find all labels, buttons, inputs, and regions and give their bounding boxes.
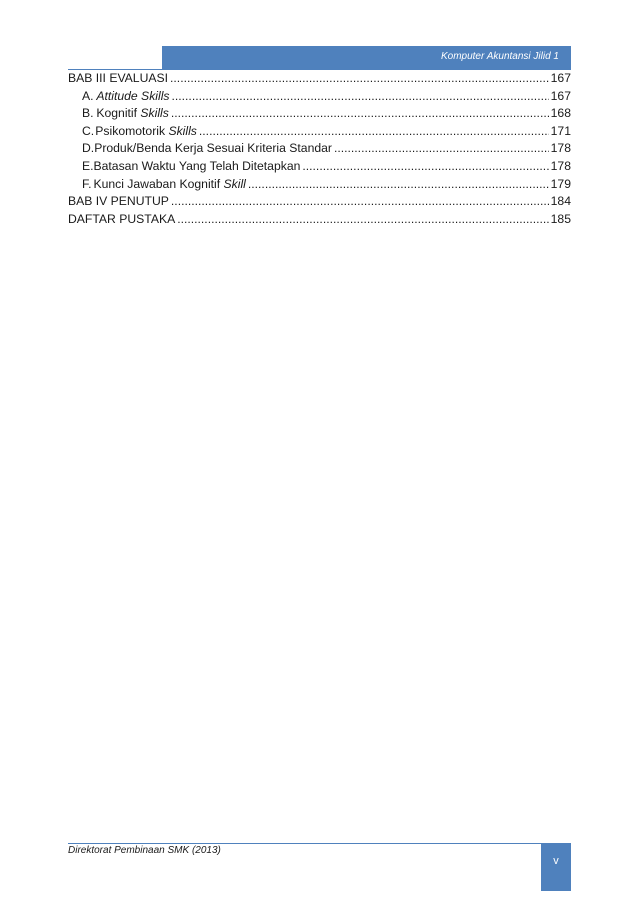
toc-leader bbox=[334, 140, 549, 158]
toc-title: DAFTAR PUSTAKA bbox=[68, 211, 176, 226]
toc-entry-daftar-pustaka[interactable] bbox=[68, 211, 571, 229]
toc-leader bbox=[248, 176, 549, 194]
toc-letter: D. bbox=[82, 141, 95, 156]
page-number: v bbox=[553, 855, 559, 867]
page-number-box bbox=[541, 843, 571, 891]
toc-entry-f[interactable] bbox=[68, 176, 571, 194]
table-of-contents bbox=[68, 70, 571, 228]
toc-page: 178 bbox=[550, 158, 571, 173]
footer-text: Direktorat Pembinaan SMK (2013) bbox=[68, 845, 221, 856]
toc-entry-a[interactable] bbox=[68, 88, 571, 106]
toc-title: Produk/Benda Kerja Sesuai Kriteria Standar bbox=[94, 141, 332, 156]
toc-entry-e[interactable] bbox=[68, 158, 571, 176]
toc-leader bbox=[172, 88, 549, 106]
toc-leader bbox=[199, 123, 549, 141]
toc-leader bbox=[177, 211, 548, 229]
footer-rule bbox=[68, 843, 571, 844]
toc-page: 178 bbox=[550, 141, 571, 156]
header-title: Komputer Akuntansi Jilid 1 bbox=[440, 51, 559, 62]
toc-title: BAB III EVALUASI bbox=[68, 71, 169, 85]
toc-entry-d[interactable] bbox=[68, 140, 571, 158]
toc-title: BAB IV PENUTUP bbox=[68, 194, 169, 209]
toc-title: Kognitif Skills bbox=[96, 106, 169, 121]
toc-letter: E. bbox=[82, 158, 94, 173]
toc-letter: B. bbox=[82, 106, 94, 121]
toc-letter: F. bbox=[82, 176, 92, 191]
toc-page: 184 bbox=[550, 194, 571, 209]
toc-page: 168 bbox=[550, 106, 571, 121]
toc-entry-bab-iv[interactable] bbox=[68, 193, 571, 211]
toc-page: 167 bbox=[550, 71, 571, 85]
toc-leader bbox=[170, 70, 549, 88]
toc-title: Batasan Waktu Yang Telah Ditetapkan bbox=[93, 158, 301, 173]
toc-title: Attitude Skills bbox=[96, 88, 170, 103]
toc-page: 171 bbox=[550, 123, 571, 138]
toc-page: 185 bbox=[550, 211, 571, 226]
toc-page: 179 bbox=[550, 176, 571, 191]
toc-title: Kunci Jawaban Kognitif Skill bbox=[93, 176, 246, 191]
header-band bbox=[162, 46, 571, 69]
toc-letter: A. bbox=[82, 88, 94, 103]
toc-leader bbox=[302, 158, 548, 176]
toc-entry-bab-iii[interactable] bbox=[68, 70, 571, 88]
toc-leader bbox=[171, 105, 549, 123]
toc-page: 167 bbox=[550, 88, 571, 103]
toc-entry-b[interactable] bbox=[68, 105, 571, 123]
toc-title: Psikomotorik Skills bbox=[95, 123, 197, 138]
toc-letter: C. bbox=[82, 123, 95, 138]
toc-entry-c[interactable] bbox=[68, 123, 571, 141]
toc-leader bbox=[171, 193, 549, 211]
